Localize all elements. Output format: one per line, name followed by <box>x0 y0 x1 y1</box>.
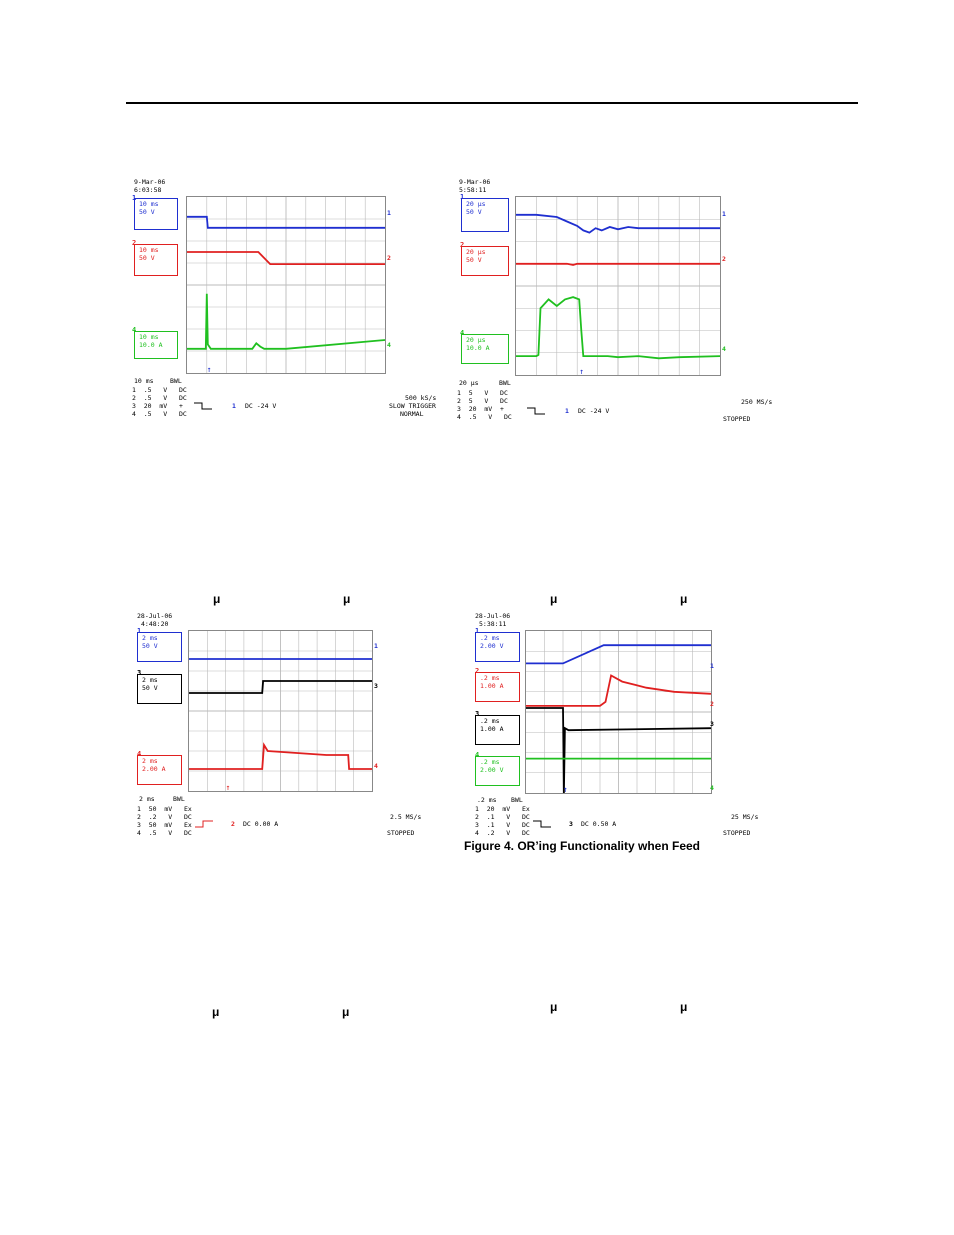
trigger-position-marker: ↑ <box>579 367 585 375</box>
channel-box <box>134 244 178 276</box>
scope-time: 6:03:58 <box>134 186 162 194</box>
channel-box <box>461 198 509 232</box>
channel-number: 4 <box>460 329 465 337</box>
channel-number: 2 <box>460 241 465 249</box>
channel-box <box>475 632 520 662</box>
mu-symbol: μ <box>680 1000 688 1014</box>
trigger-label: DC 0.00 A <box>243 820 279 828</box>
scope-plot-svg <box>189 631 372 791</box>
channel-number: 2 <box>475 667 480 675</box>
trace-marker: 2 <box>710 700 714 708</box>
acq-status: STOPPED <box>387 829 415 837</box>
channel-scale: 50 V <box>466 256 482 264</box>
trigger-slope-icon <box>195 820 213 828</box>
header-rule <box>126 102 858 104</box>
sample-rate: 2.5 MS/s <box>390 813 422 821</box>
channel-time-div: 2 ms <box>142 676 158 684</box>
trace-marker: 3 <box>374 682 378 690</box>
channel-box <box>137 632 182 662</box>
acq-status: STOPPED <box>723 415 751 423</box>
trigger-channel: 3 <box>569 820 573 828</box>
scope-plot-svg <box>526 631 711 793</box>
bwl-label: BWL <box>499 379 511 387</box>
setting-row: 2 .2 V DC <box>137 813 192 821</box>
scope-plot <box>188 630 373 792</box>
trigger-channel: 2 <box>231 820 235 828</box>
mu-symbol: μ <box>213 592 221 606</box>
timebase: 10 ms <box>134 377 154 385</box>
channel-box <box>461 246 509 276</box>
channel-number: 4 <box>475 751 480 759</box>
setting-row: 4 .2 V DC <box>475 829 530 837</box>
channel-time-div: .2 ms <box>480 674 500 682</box>
scope-time: 4:48:20 <box>141 620 169 628</box>
acq-status: STOPPED <box>723 829 751 837</box>
bwl-label: BWL <box>511 796 523 804</box>
channel-box <box>137 674 182 704</box>
scope-date: 9-Mar-06 <box>134 178 166 186</box>
acq-status: NORMAL <box>400 410 424 418</box>
trigger-label: DC 0.50 A <box>581 820 617 828</box>
channel-number: 1 <box>137 627 142 635</box>
trigger-position-marker: ↑ <box>563 785 568 793</box>
setting-row: 3 .1 V DC <box>475 821 530 829</box>
channel-box <box>475 756 520 786</box>
channel-scale: 1.00 A <box>480 725 504 733</box>
channel-time-div: 2 ms <box>142 757 158 765</box>
bwl-label: BWL <box>170 377 182 385</box>
channel-scale: 50 V <box>466 208 482 216</box>
channel-number: 4 <box>132 326 137 334</box>
scope-plot-svg <box>516 197 720 375</box>
setting-row: 1 50 mV Ex <box>137 805 192 813</box>
channel-box <box>134 198 178 230</box>
scope-date: 28-Jul-06 <box>475 612 511 620</box>
channel-time-div: 20 μs <box>466 336 486 344</box>
channel-scale: 50 V <box>142 642 158 650</box>
setting-row: 3 20 mV + <box>457 405 504 413</box>
scope-plot-svg <box>187 197 385 373</box>
channel-time-div: 20 μs <box>466 200 486 208</box>
trace-marker: 2 <box>387 254 391 262</box>
channel-scale: 50 V <box>139 254 155 262</box>
trigger-slope-icon <box>533 820 551 828</box>
setting-row: 2 5 V DC <box>457 397 508 405</box>
channel-number: 1 <box>475 627 480 635</box>
figure-caption: Figure 4. OR’ing Functionality when Feed <box>464 839 701 853</box>
mu-symbol: μ <box>342 1005 350 1019</box>
trace-marker: 1 <box>374 642 378 650</box>
mu-symbol: μ <box>550 1000 558 1014</box>
channel-scale: 1.00 A <box>480 682 504 690</box>
scope-time: 5:58:11 <box>459 186 487 194</box>
trigger-mode: SLOW TRIGGER <box>389 402 436 410</box>
setting-row: 4 .5 V DC <box>457 413 512 421</box>
mu-symbol: μ <box>550 592 558 606</box>
trace-marker: 1 <box>387 209 391 217</box>
trigger-label: DC -24 V <box>245 402 277 410</box>
setting-row: 4 .5 V DC <box>132 410 187 418</box>
sample-rate: 25 MS/s <box>731 813 759 821</box>
channel-time-div: 20 μs <box>466 248 486 256</box>
channel-number: 1 <box>132 194 137 202</box>
channel-scale: 2.00 A <box>142 765 166 773</box>
scope-plot <box>515 196 721 376</box>
scope-screenshot-2 <box>455 176 773 426</box>
sample-rate: 500 kS/s <box>405 394 437 402</box>
channel-number: 1 <box>460 193 465 201</box>
trace-marker: 4 <box>722 345 726 353</box>
scope-plot <box>186 196 386 374</box>
trace-marker: 4 <box>710 784 714 792</box>
channel-box <box>475 672 520 702</box>
channel-scale: 50 V <box>142 684 158 692</box>
channel-scale: 10.0 A <box>466 344 490 352</box>
sample-rate: 250 MS/s <box>741 398 773 406</box>
scope-date: 9-Mar-06 <box>459 178 491 186</box>
channel-time-div: 10 ms <box>139 246 159 254</box>
channel-number: 4 <box>137 750 142 758</box>
scope-screenshot-4 <box>473 610 773 840</box>
trace-marker: 3 <box>710 720 714 728</box>
channel-time-div: 10 ms <box>139 200 159 208</box>
trigger-position-marker: ↑ <box>225 783 231 791</box>
setting-row: 1 5 V DC <box>457 389 508 397</box>
channel-time-div: 2 ms <box>142 634 158 642</box>
timebase: 2 ms <box>139 795 155 803</box>
channel-scale: 50 V <box>139 208 155 216</box>
trace-marker: 1 <box>722 210 726 218</box>
trace-marker: 1 <box>710 662 714 670</box>
channel-time-div: .2 ms <box>480 758 500 766</box>
timebase: .2 ms <box>477 796 497 804</box>
setting-row: 3 50 mV Ex <box>137 821 192 829</box>
trigger-channel: 1 <box>232 402 236 410</box>
trigger-label: DC -24 V <box>578 407 610 415</box>
channel-number: 2 <box>132 239 137 247</box>
timebase: 20 μs <box>459 379 479 387</box>
scope-screenshot-1 <box>130 176 440 426</box>
trigger-slope-icon <box>527 407 545 415</box>
scope-date: 28-Jul-06 <box>137 612 173 620</box>
trace-marker: 2 <box>722 255 726 263</box>
bwl-label: BWL <box>173 795 185 803</box>
trace-marker: 4 <box>387 341 391 349</box>
mu-symbol: μ <box>680 592 688 606</box>
setting-row: 3 20 mV + <box>132 402 183 410</box>
channel-scale: 10.0 A <box>139 341 163 349</box>
channel-time-div: .2 ms <box>480 717 500 725</box>
channel-time-div: 10 ms <box>139 333 159 341</box>
trigger-slope-icon <box>194 402 212 410</box>
channel-box <box>475 715 520 745</box>
trigger-position-marker: ↑ <box>206 365 212 373</box>
mu-symbol: μ <box>343 592 351 606</box>
setting-row: 2 .5 V DC <box>132 394 187 402</box>
channel-box <box>137 755 182 785</box>
trigger-channel: 1 <box>565 407 569 415</box>
channel-number: 3 <box>137 669 142 677</box>
trace-marker: 4 <box>374 762 378 770</box>
scope-screenshot-3 <box>135 610 435 840</box>
channel-scale: 2.00 V <box>480 766 504 774</box>
mu-symbol: μ <box>212 1005 220 1019</box>
channel-time-div: .2 ms <box>480 634 500 642</box>
scope-plot <box>525 630 712 794</box>
scope-time: 5:38:11 <box>479 620 507 628</box>
setting-row: 4 .5 V DC <box>137 829 192 837</box>
channel-box <box>461 334 509 364</box>
setting-row: 1 .5 V DC <box>132 386 187 394</box>
channel-box <box>134 331 178 359</box>
setting-row: 2 .1 V DC <box>475 813 530 821</box>
channel-scale: 2.00 V <box>480 642 504 650</box>
channel-number: 3 <box>475 710 480 718</box>
setting-row: 1 20 mV Ex <box>475 805 530 813</box>
